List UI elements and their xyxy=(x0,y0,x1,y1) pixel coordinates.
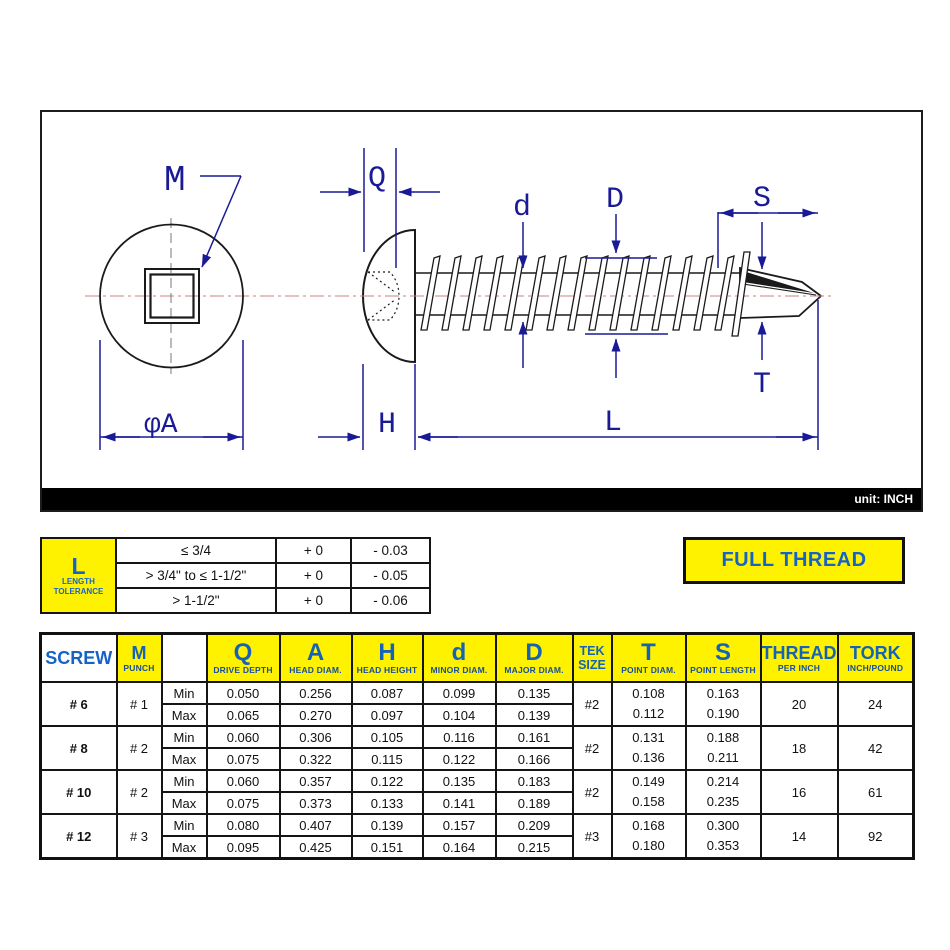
label-t: T xyxy=(753,368,772,402)
col-h: H HEAD HEIGHT xyxy=(352,634,423,683)
value-cell: 0.270 xyxy=(280,704,352,726)
col-minmax xyxy=(162,634,207,683)
col-t: T POINT DIAM. xyxy=(612,634,686,683)
col-d-minor: d MINOR DIAM. xyxy=(423,634,496,683)
min-label: Min xyxy=(162,682,207,704)
thread-per-inch: 16 xyxy=(761,770,838,814)
tolerance-plus: + 0 xyxy=(276,588,351,613)
punch-size: # 2 xyxy=(117,770,162,814)
value-cell: 0.099 xyxy=(423,682,496,704)
tolerance-range: > 3/4" to ≤ 1-1/2" xyxy=(116,563,276,588)
col-thread: THREAD PER INCH xyxy=(761,634,838,683)
punch-size: # 1 xyxy=(117,682,162,726)
value-cell: 0.322 xyxy=(280,748,352,770)
label-s: S xyxy=(753,182,772,216)
value-cell: 0.122 xyxy=(352,770,423,792)
point-diam-cell: 0.108 0.112 xyxy=(612,682,686,726)
value-cell: 0.135 xyxy=(423,770,496,792)
tolerance-plus: + 0 xyxy=(276,563,351,588)
tek-size: #3 xyxy=(573,814,612,859)
screw-technical-drawing xyxy=(42,112,921,488)
min-label: Min xyxy=(162,814,207,836)
value-cell: 0.104 xyxy=(423,704,496,726)
table-row xyxy=(41,770,914,792)
value-cell: 0.139 xyxy=(496,704,573,726)
label-d-major: D xyxy=(606,183,625,217)
label-d-minor: d xyxy=(513,191,532,225)
full-thread-label: FULL THREAD xyxy=(721,549,867,571)
value-cell: 0.075 xyxy=(207,748,280,770)
max-label: Max xyxy=(162,836,207,859)
tolerance-range: > 1-1/2" xyxy=(116,588,276,613)
max-label: Max xyxy=(162,792,207,814)
tolerance-sub2: TOLERANCE xyxy=(53,586,104,596)
tolerance-minus: - 0.06 xyxy=(351,588,430,613)
value-cell: 0.425 xyxy=(280,836,352,859)
thread-per-inch: 14 xyxy=(761,814,838,859)
table-row xyxy=(41,814,914,836)
value-cell: 0.095 xyxy=(207,836,280,859)
tork: 61 xyxy=(838,770,914,814)
value-cell: 0.097 xyxy=(352,704,423,726)
punch-size: # 2 xyxy=(117,726,162,770)
value-cell: 0.135 xyxy=(496,682,573,704)
value-cell: 0.183 xyxy=(496,770,573,792)
value-cell: 0.189 xyxy=(496,792,573,814)
tek-size: #2 xyxy=(573,682,612,726)
point-diam-cell: 0.168 0.180 xyxy=(612,814,686,859)
value-cell: 0.373 xyxy=(280,792,352,814)
punch-size: # 3 xyxy=(117,814,162,859)
value-cell: 0.105 xyxy=(352,726,423,748)
thread-per-inch: 20 xyxy=(761,682,838,726)
point-diam-cell: 0.131 0.136 xyxy=(612,726,686,770)
label-h: H xyxy=(378,408,397,442)
col-screw: SCREW xyxy=(41,634,117,683)
value-cell: 0.164 xyxy=(423,836,496,859)
tolerance-minus: - 0.05 xyxy=(351,563,430,588)
value-cell: 0.151 xyxy=(352,836,423,859)
screw-size: # 10 xyxy=(41,770,117,814)
col-tek-size: TEK SIZE xyxy=(573,634,612,683)
thread-per-inch: 18 xyxy=(761,726,838,770)
point-length-cell: 0.188 0.211 xyxy=(686,726,761,770)
value-cell: 0.357 xyxy=(280,770,352,792)
value-cell: 0.306 xyxy=(280,726,352,748)
value-cell: 0.139 xyxy=(352,814,423,836)
point-length-cell: 0.214 0.235 xyxy=(686,770,761,814)
unit-text: unit: INCH xyxy=(854,492,913,506)
table-row xyxy=(41,726,914,748)
value-cell: 0.060 xyxy=(207,726,280,748)
tork: 24 xyxy=(838,682,914,726)
value-cell: 0.133 xyxy=(352,792,423,814)
value-cell: 0.116 xyxy=(423,726,496,748)
screw-size: # 6 xyxy=(41,682,117,726)
value-cell: 0.407 xyxy=(280,814,352,836)
point-length-cell: 0.163 0.190 xyxy=(686,682,761,726)
screw-dimension-table xyxy=(39,632,915,860)
dimension-lines xyxy=(100,148,818,450)
value-cell: 0.215 xyxy=(496,836,573,859)
value-cell: 0.065 xyxy=(207,704,280,726)
value-cell: 0.060 xyxy=(207,770,280,792)
tolerance-minus: - 0.03 xyxy=(351,538,430,563)
tork: 92 xyxy=(838,814,914,859)
min-label: Min xyxy=(162,770,207,792)
col-q: Q DRIVE DEPTH xyxy=(207,634,280,683)
thread-blades xyxy=(421,252,750,336)
col-a: A HEAD DIAM. xyxy=(280,634,352,683)
max-label: Max xyxy=(162,704,207,726)
tolerance-header-cell xyxy=(41,538,116,613)
tolerance-range: ≤ 3/4 xyxy=(116,538,276,563)
unit-bar xyxy=(42,488,921,510)
col-d-major: D MAJOR DIAM. xyxy=(496,634,573,683)
value-cell: 0.209 xyxy=(496,814,573,836)
min-label: Min xyxy=(162,726,207,748)
max-label: Max xyxy=(162,748,207,770)
col-s: S POINT LENGTH xyxy=(686,634,761,683)
value-cell: 0.166 xyxy=(496,748,573,770)
technical-drawing-box xyxy=(40,110,923,512)
point-diam-cell: 0.149 0.158 xyxy=(612,770,686,814)
label-q: Q xyxy=(368,162,387,196)
value-cell: 0.256 xyxy=(280,682,352,704)
label-l: L xyxy=(604,406,623,440)
header-row xyxy=(41,634,914,683)
value-cell: 0.080 xyxy=(207,814,280,836)
table-row xyxy=(41,682,914,704)
value-cell: 0.141 xyxy=(423,792,496,814)
value-cell: 0.161 xyxy=(496,726,573,748)
screw-size: # 8 xyxy=(41,726,117,770)
value-cell: 0.122 xyxy=(423,748,496,770)
tolerance-letter: L xyxy=(71,552,86,579)
screw-size: # 12 xyxy=(41,814,117,859)
value-cell: 0.157 xyxy=(423,814,496,836)
value-cell: 0.115 xyxy=(352,748,423,770)
col-tork: TORK INCH/POUND xyxy=(838,634,914,683)
point-length-cell: 0.300 0.353 xyxy=(686,814,761,859)
tork: 42 xyxy=(838,726,914,770)
label-phi-a: φA xyxy=(144,410,178,441)
tek-size: #2 xyxy=(573,770,612,814)
label-m: M xyxy=(164,160,186,201)
tolerance-sub1: LENGTH xyxy=(62,576,95,586)
value-cell: 0.050 xyxy=(207,682,280,704)
length-tolerance-table xyxy=(40,537,431,614)
tolerance-plus: + 0 xyxy=(276,538,351,563)
tek-size: #2 xyxy=(573,726,612,770)
full-thread-badge xyxy=(683,537,905,584)
value-cell: 0.087 xyxy=(352,682,423,704)
col-m-punch: M PUNCH xyxy=(117,634,162,683)
value-cell: 0.075 xyxy=(207,792,280,814)
